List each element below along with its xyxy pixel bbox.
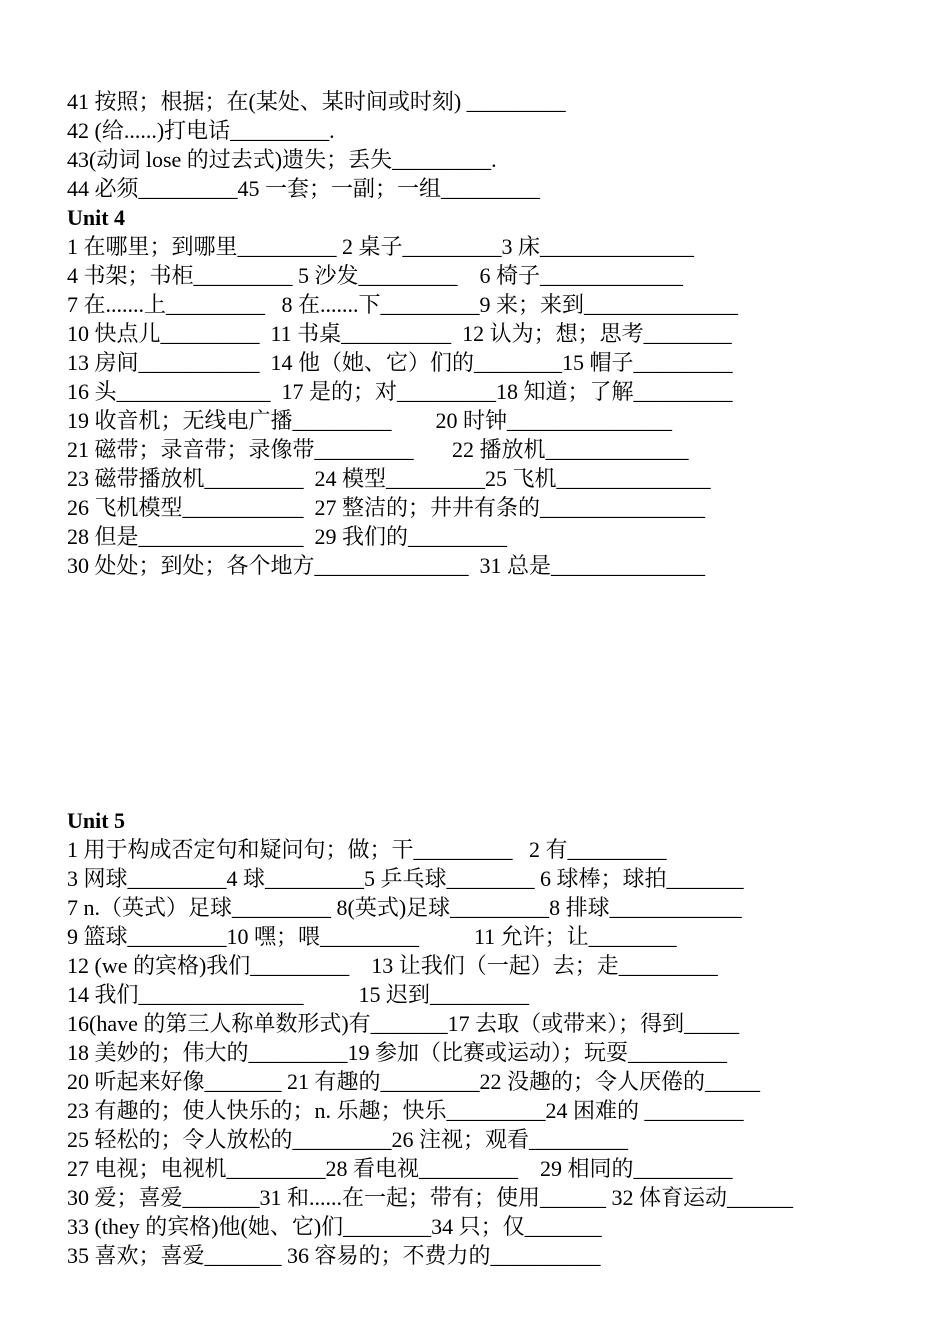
unit4-line-21-22: 21 磁带；录音带；录像带_________ 22 播放机_____________: [67, 437, 689, 462]
unit5-line-12-13: 12 (we 的宾格)我们_________ 13 让我们（一起）去；走_________: [67, 953, 718, 978]
vocab-line-42: 42 (给......)打电话_________.: [67, 118, 335, 143]
unit4-line-26-27: 26 飞机模型___________ 27 整洁的；井井有条的_______________: [67, 495, 706, 520]
unit4-line-16-18: 16 头______________ 17 是的；对_________18 知道；了解_________: [67, 379, 733, 404]
unit5-line-16-17: 16(have 的第三人称单数形式)有_______17 去取（或带来）；得到_____: [67, 1011, 740, 1036]
unit4-line-28-29: 28 但是_______________ 29 我们的_________: [67, 524, 508, 549]
unit5-line-7-8: 7 n.（英式）足球_________ 8(英式)足球_________8 排球____________: [67, 895, 742, 920]
unit5-line-27-29: 27 电视；电视机_________28 看电视_________ 29 相同的_________: [67, 1156, 733, 1181]
unit4-line-23-25: 23 磁带播放机_________ 24 模型_________25 飞机______________: [67, 466, 711, 491]
unit5-line-20-22: 20 听起来好像_______ 21 有趣的_________22 没趣的；令人厌倦的_____: [67, 1069, 761, 1094]
unit4-line-19-20: 19 收音机；无线电广播_________ 20 时钟_______________: [67, 408, 673, 433]
unit5-line-14-15: 14 我们_______________ 15 迟到_________: [67, 982, 530, 1007]
unit5-line-35-36: 35 喜欢；喜爱_______ 36 容易的；不费力的__________: [67, 1243, 601, 1268]
unit5-line-25-26: 25 轻松的；令人放松的_________26 注视；观看_________: [67, 1127, 629, 1152]
unit5-line-1-2: 1 用于构成否定句和疑问句；做；干_________ 2 有_________: [67, 837, 667, 862]
unit4-line-13-15: 13 房间___________ 14 他（她、它）们的________15 帽子_________: [67, 350, 733, 375]
unit5-line-9-11: 9 篮球_________10 嘿；喂_________ 11 允许；让________: [67, 924, 677, 949]
vocab-line-41: 41 按照；根据；在(某处、某时间或时刻) _________: [67, 89, 566, 114]
unit4-line-1-3: 1 在哪里；到哪里_________ 2 桌子_________3 床______________: [67, 234, 695, 259]
unit-4-heading: Unit 4: [67, 205, 126, 230]
unit4-line-30-31: 30 处处；到处；各个地方______________ 31 总是______________: [67, 553, 706, 578]
unit4-line-7-9: 7 在.......上_________ 8 在.......下_________9 来；来到______________: [67, 292, 739, 317]
unit5-line-18-19: 18 美妙的；伟大的_________19 参加（比赛或运动）；玩耍_________: [67, 1040, 728, 1065]
vocab-line-43: 43(动词 lose 的过去式)遗失；丢失_________.: [67, 147, 497, 172]
worksheet-unit5-section: [67, 806, 927, 1270]
unit4-line-10-12: 10 快点儿_________ 11 书桌__________ 12 认为；想；思考________: [67, 321, 732, 346]
unit5-line-33-34: 33 (they 的宾格)他(她、它)们________34 只；仅_______: [67, 1214, 602, 1239]
vocab-line-44-45: 44 必须_________45 一套；一副；一组_________: [67, 176, 541, 201]
unit5-line-30-32: 30 爱；喜爱_______31 和......在一起；带有；使用______ 32 体育运动______: [67, 1185, 794, 1210]
unit5-line-3-6: 3 网球_________4 球_________5 乒乓球________ 6 球棒；球拍_______: [67, 866, 744, 891]
unit-5-heading: Unit 5: [67, 808, 126, 833]
unit4-line-4-6: 4 书架；书柜_________ 5 沙发_________ 6 椅子_____________: [67, 263, 684, 288]
unit5-line-23-24: 23 有趣的；使人快乐的；n. 乐趣；快乐_________24 困难的 _________: [67, 1098, 744, 1123]
worksheet-top-section: [67, 87, 927, 580]
